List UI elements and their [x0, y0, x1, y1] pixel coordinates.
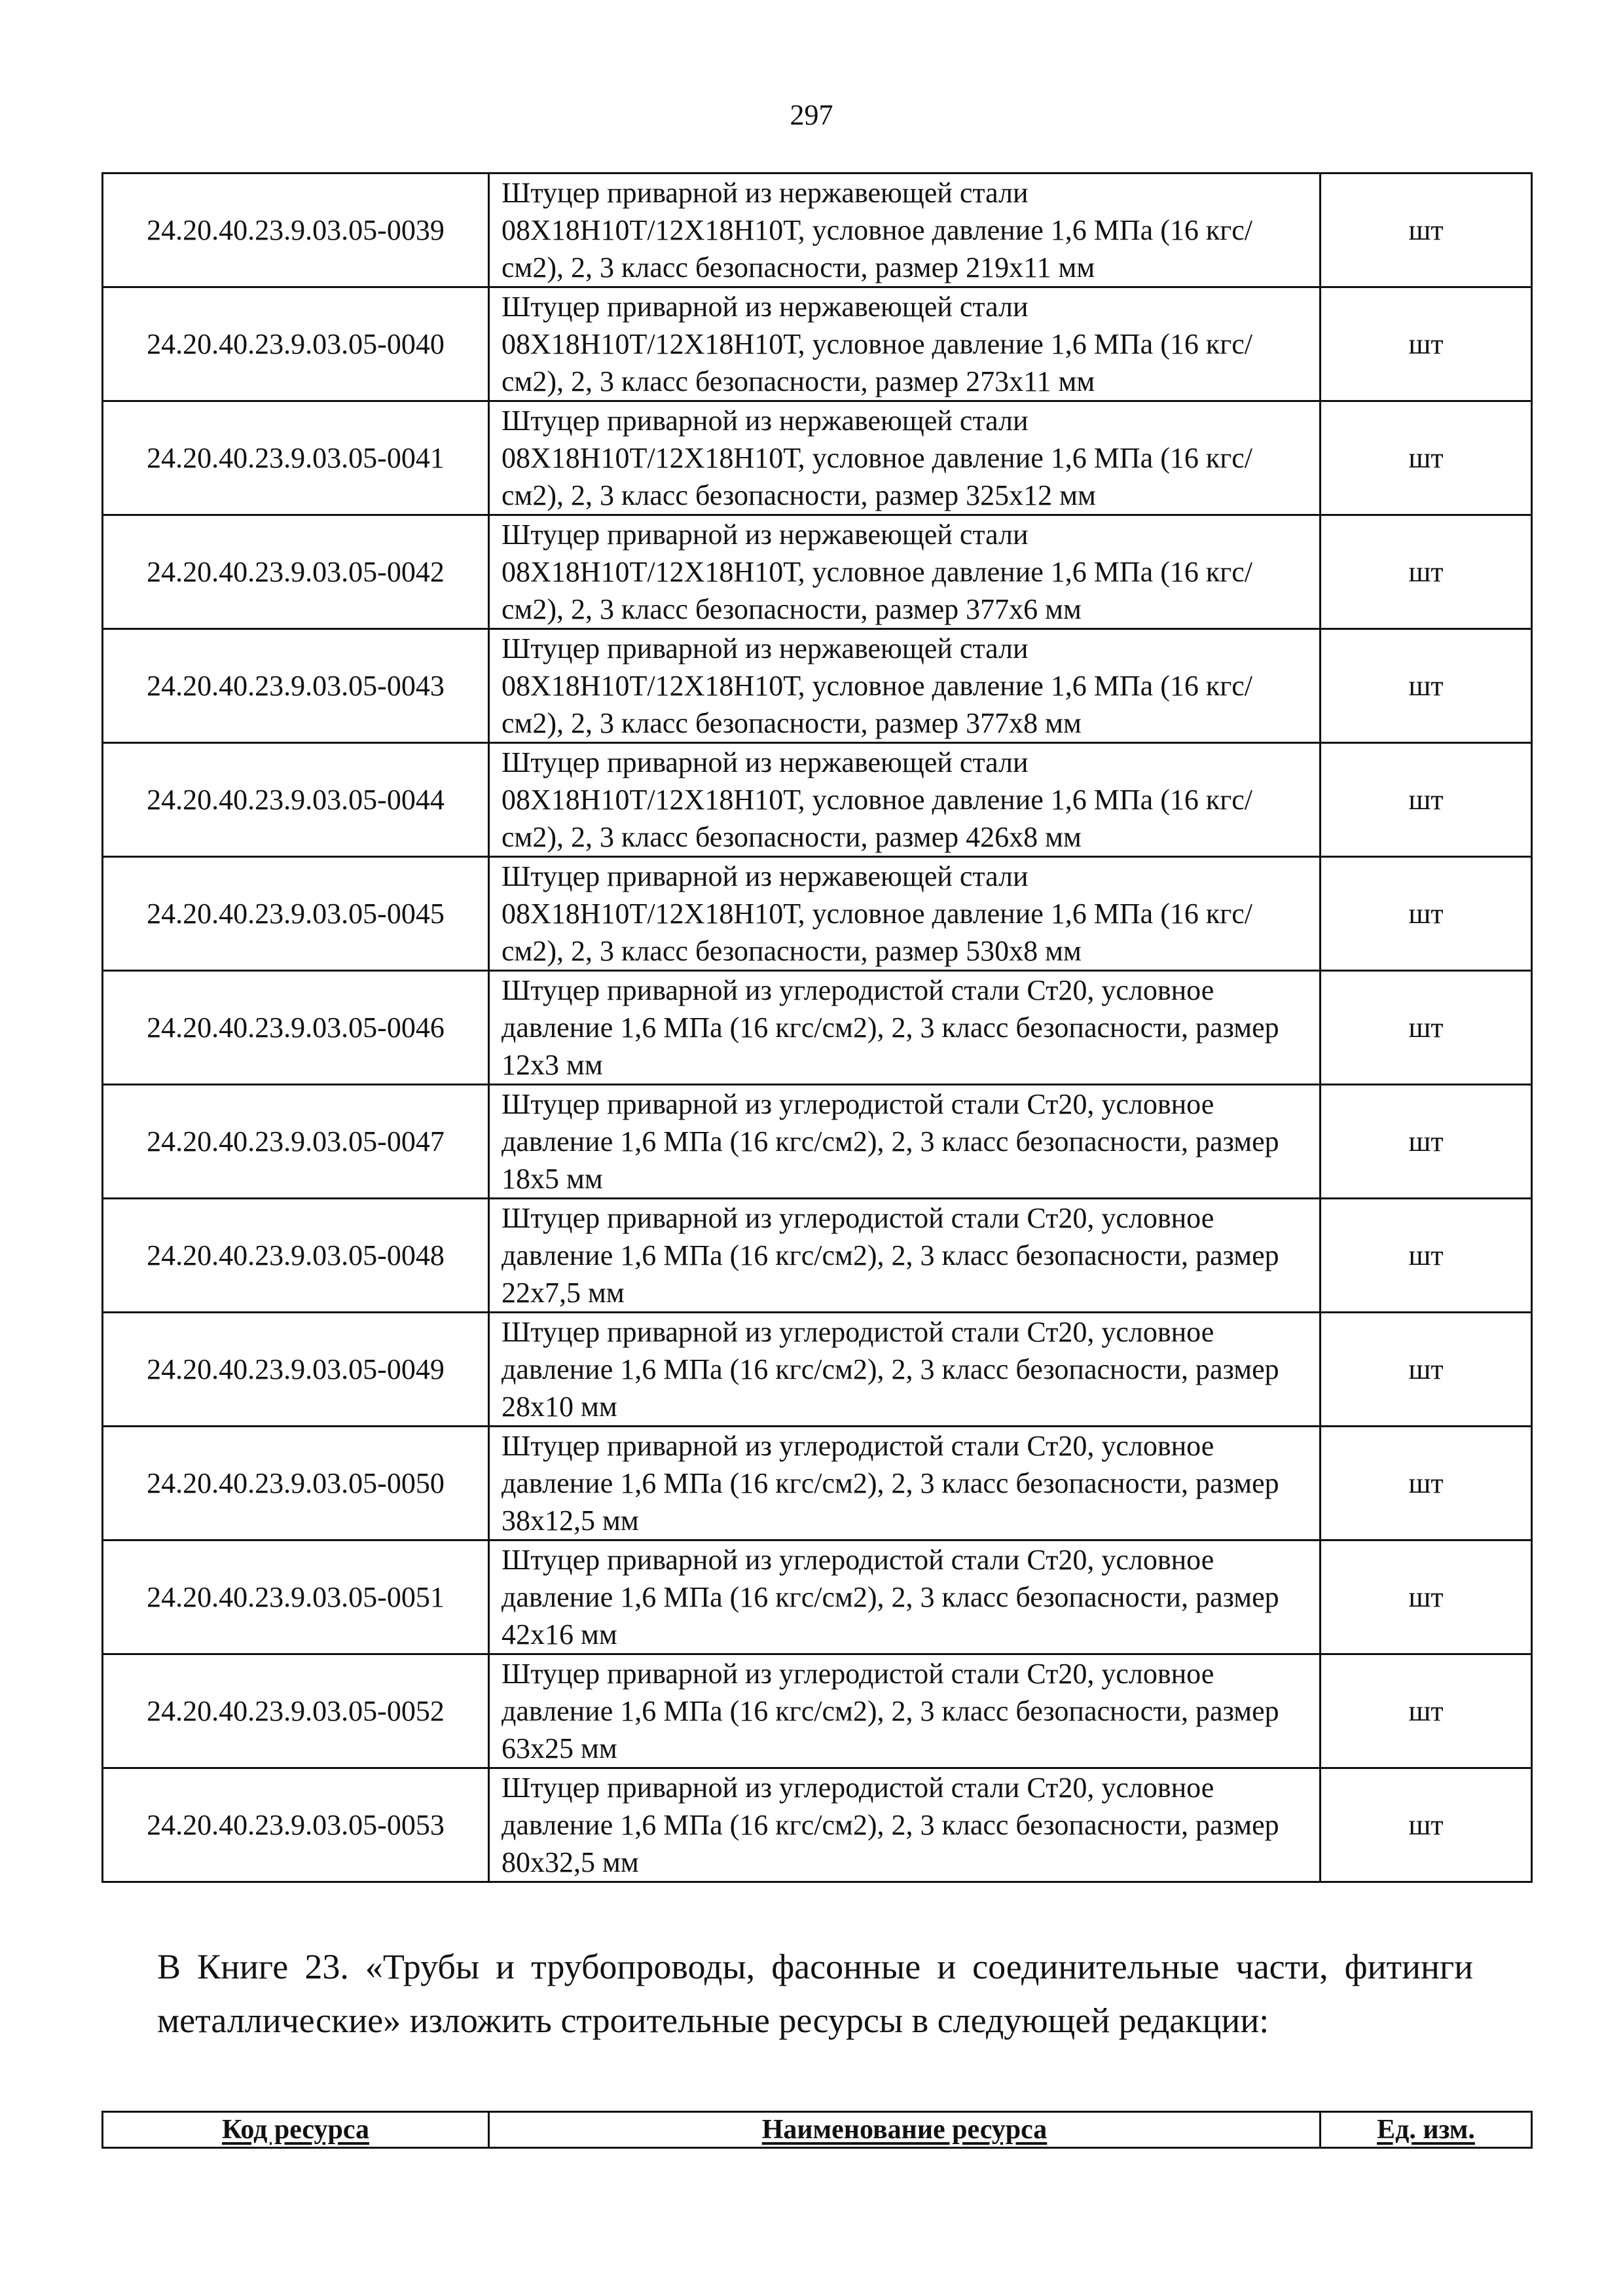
table-row	[103, 857, 1532, 971]
resource-table	[101, 172, 1533, 1883]
next-table-header	[101, 2111, 1533, 2149]
body-paragraph: В Книге 23. «Трубы и трубопроводы, фасонные и соединительные части, фитинги металлические» изложить строительные ресурсы в следующей редакции:	[157, 1947, 1473, 2040]
resource-code: 24.20.40.23.9.03.05-0050	[103, 1427, 489, 1540]
resource-unit: шт	[1321, 1199, 1532, 1313]
resource-code: 24.20.40.23.9.03.05-0041	[103, 401, 489, 515]
page-number: 297	[790, 99, 833, 131]
resource-unit: шт	[1321, 1540, 1532, 1654]
resource-name: Штуцер приварной из углеродистой стали Ст20, условное давление 1,6 МПа (16 кгс/см2), 2, 3 класс безопасности, размер 80х32,5 мм	[489, 1768, 1321, 1882]
column-header-name-label: Наименование ресурса	[761, 2115, 1048, 2145]
resource-code: 24.20.40.23.9.03.05-0052	[103, 1654, 489, 1768]
resource-code: 24.20.40.23.9.03.05-0053	[103, 1768, 489, 1882]
resource-unit: шт	[1321, 287, 1532, 401]
resource-code: 24.20.40.23.9.03.05-0044	[103, 743, 489, 857]
resource-code: 24.20.40.23.9.03.05-0040	[103, 287, 489, 401]
resource-unit: шт	[1321, 1313, 1532, 1427]
resource-code: 24.20.40.23.9.03.05-0039	[103, 173, 489, 287]
resource-name: Штуцер приварной из нержавеющей стали 08Х18Н10Т/12Х18Н10Т, условное давление 1,6 МПа (16 кгс/см2), 2, 3 класс безопасности, размер 273х11 мм	[489, 287, 1321, 401]
resource-unit: шт	[1321, 1654, 1532, 1768]
resource-name: Штуцер приварной из углеродистой стали Ст20, условное давление 1,6 МПа (16 кгс/см2), 2, 3 класс безопасности, размер 38х12,5 мм	[489, 1427, 1321, 1540]
resource-name: Штуцер приварной из нержавеющей стали 08Х18Н10Т/12Х18Н10Т, условное давление 1,6 МПа (16 кгс/см2), 2, 3 класс безопасности, размер 426х8 мм	[489, 743, 1321, 857]
column-header-unit	[1321, 2112, 1532, 2148]
resource-name: Штуцер приварной из углеродистой стали Ст20, условное давление 1,6 МПа (16 кгс/см2), 2, 3 класс безопасности, размер 28х10 мм	[489, 1313, 1321, 1427]
resource-unit: шт	[1321, 401, 1532, 515]
resource-unit: шт	[1321, 629, 1532, 743]
column-header-code-label: Код ресурса	[221, 2115, 369, 2145]
resource-name: Штуцер приварной из углеродистой стали Ст20, условное давление 1,6 МПа (16 кгс/см2), 2, 3 класс безопасности, размер 18х5 мм	[489, 1085, 1321, 1199]
table-row	[103, 1199, 1532, 1313]
table-row	[103, 1427, 1532, 1540]
resource-name: Штуцер приварной из нержавеющей стали 08Х18Н10Т/12Х18Н10Т, условное давление 1,6 МПа (16 кгс/см2), 2, 3 класс безопасности, размер 219х11 мм	[489, 173, 1321, 287]
resource-name: Штуцер приварной из нержавеющей стали 08Х18Н10Т/12Х18Н10Т, условное давление 1,6 МПа (16 кгс/см2), 2, 3 класс безопасности, размер 530х8 мм	[489, 857, 1321, 971]
table-row	[103, 401, 1532, 515]
resource-unit: шт	[1321, 173, 1532, 287]
resource-unit: шт	[1321, 515, 1532, 629]
resource-name: Штуцер приварной из углеродистой стали Ст20, условное давление 1,6 МПа (16 кгс/см2), 2, 3 класс безопасности, размер 42х16 мм	[489, 1540, 1321, 1654]
resource-unit: шт	[1321, 1085, 1532, 1199]
table-row	[103, 1654, 1532, 1768]
resource-unit: шт	[1321, 971, 1532, 1085]
resource-name: Штуцер приварной из углеродистой стали Ст20, условное давление 1,6 МПа (16 кгс/см2), 2, 3 класс безопасности, размер 63х25 мм	[489, 1654, 1321, 1768]
resource-code: 24.20.40.23.9.03.05-0047	[103, 1085, 489, 1199]
resource-unit: шт	[1321, 1768, 1532, 1882]
resource-name: Штуцер приварной из нержавеющей стали 08Х18Н10Т/12Х18Н10Т, условное давление 1,6 МПа (16 кгс/см2), 2, 3 класс безопасности, размер 325х12 мм	[489, 401, 1321, 515]
resource-name: Штуцер приварной из углеродистой стали Ст20, условное давление 1,6 МПа (16 кгс/см2), 2, 3 класс безопасности, размер 12х3 мм	[489, 971, 1321, 1085]
table-row	[103, 1085, 1532, 1199]
table-row	[103, 1313, 1532, 1427]
table-row	[103, 1768, 1532, 1882]
column-header-name	[489, 2112, 1321, 2148]
resource-code: 24.20.40.23.9.03.05-0045	[103, 857, 489, 971]
resource-code: 24.20.40.23.9.03.05-0049	[103, 1313, 489, 1427]
resource-code: 24.20.40.23.9.03.05-0043	[103, 629, 489, 743]
table-row	[103, 515, 1532, 629]
table-row	[103, 1540, 1532, 1654]
resource-code: 24.20.40.23.9.03.05-0042	[103, 515, 489, 629]
table-row	[103, 629, 1532, 743]
column-header-code	[103, 2112, 489, 2148]
resource-unit: шт	[1321, 743, 1532, 857]
resource-name: Штуцер приварной из углеродистой стали Ст20, условное давление 1,6 МПа (16 кгс/см2), 2, 3 класс безопасности, размер 22х7,5 мм	[489, 1199, 1321, 1313]
table-row	[103, 743, 1532, 857]
table-row	[103, 173, 1532, 287]
resource-code: 24.20.40.23.9.03.05-0051	[103, 1540, 489, 1654]
resource-code: 24.20.40.23.9.03.05-0048	[103, 1199, 489, 1313]
resource-unit: шт	[1321, 1427, 1532, 1540]
column-header-unit-label: Ед. изм.	[1377, 2115, 1475, 2145]
resource-name: Штуцер приварной из нержавеющей стали 08Х18Н10Т/12Х18Н10Т, условное давление 1,6 МПа (16 кгс/см2), 2, 3 класс безопасности, размер 377х8 мм	[489, 629, 1321, 743]
resource-unit: шт	[1321, 857, 1532, 971]
table-row	[103, 971, 1532, 1085]
table-row	[103, 287, 1532, 401]
table-header-row	[103, 2112, 1532, 2148]
resource-name: Штуцер приварной из нержавеющей стали 08Х18Н10Т/12Х18Н10Т, условное давление 1,6 МПа (16 кгс/см2), 2, 3 класс безопасности, размер 377х6 мм	[489, 515, 1321, 629]
resource-table-body	[103, 173, 1532, 1882]
resource-code: 24.20.40.23.9.03.05-0046	[103, 971, 489, 1085]
